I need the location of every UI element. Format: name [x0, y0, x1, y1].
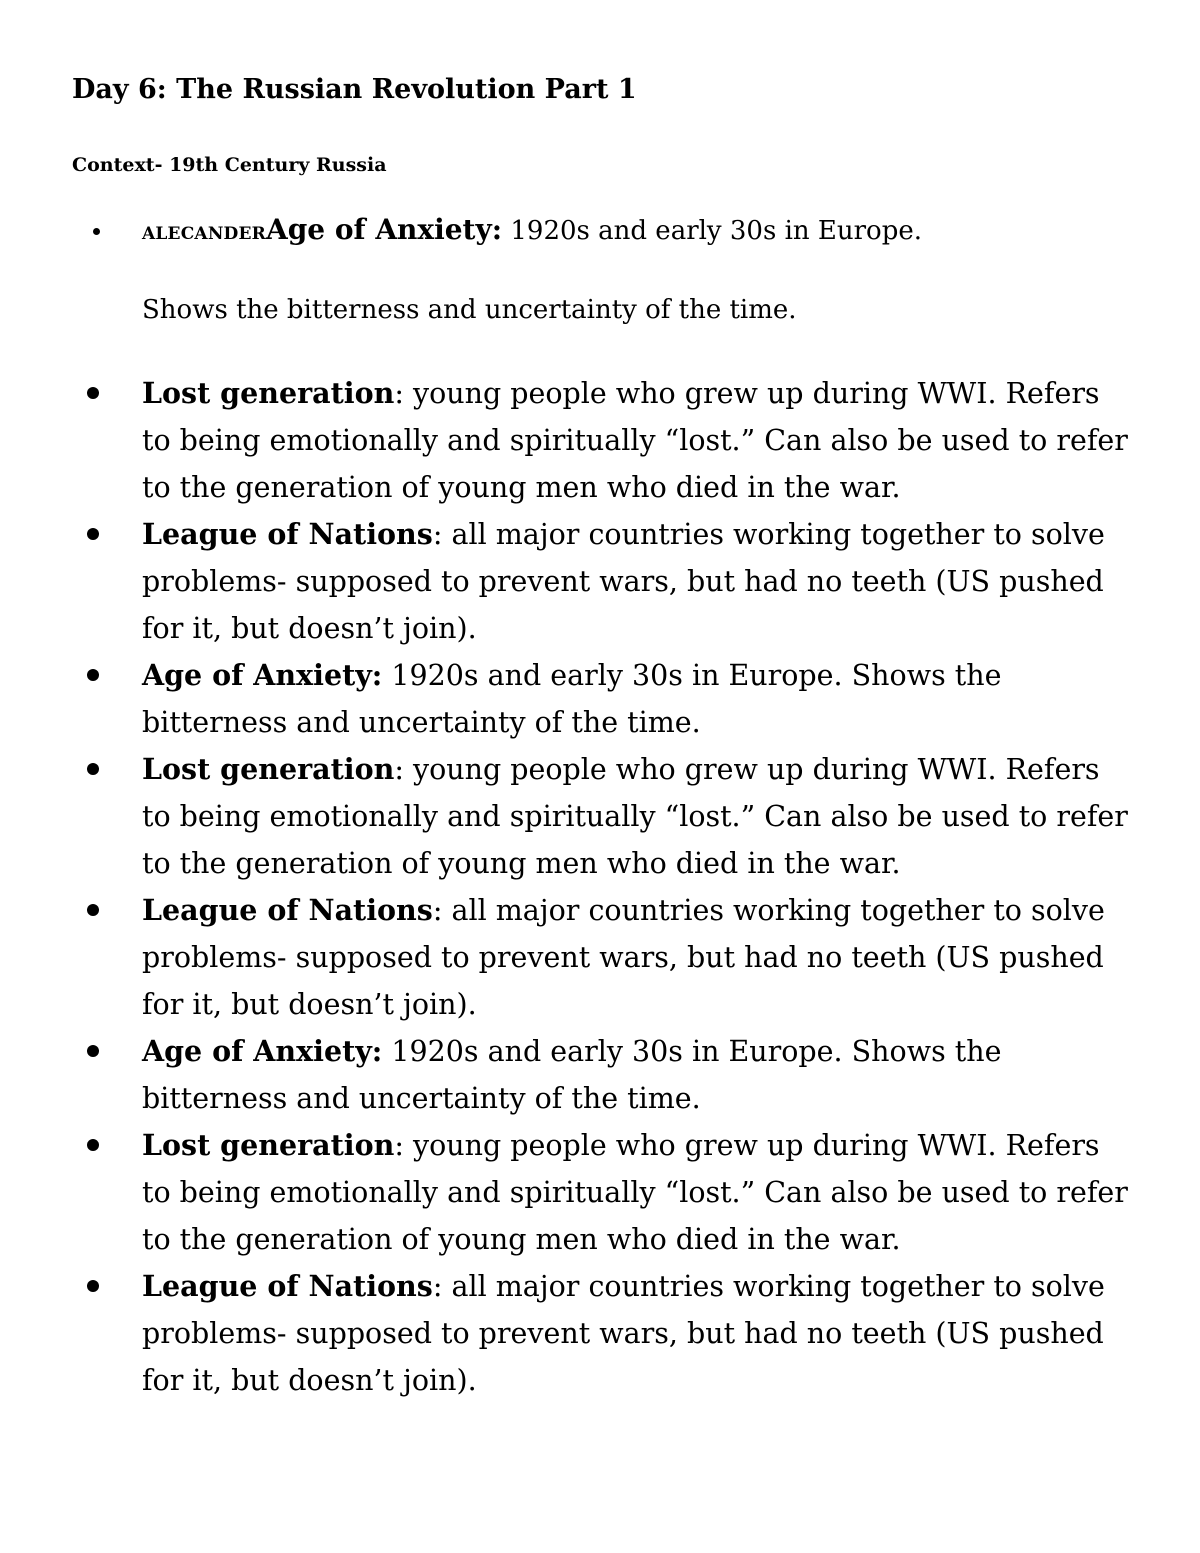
section-subtitle: Context- 19th Century Russia [72, 154, 387, 176]
item-text: : young people who grew up during WWI. Refers to being emotionally and spiritually “lost.” Can also be used to refer to the generation of young men who died in the war. [142, 377, 1128, 504]
item-text: 1920s and early 30s in Europe. Shows the bitterness and uncertainty of the time. [142, 659, 1002, 739]
bullet-icon [87, 1280, 99, 1292]
bullet-icon [87, 1139, 99, 1151]
bullet-icon [93, 228, 100, 235]
list-item [0, 1028, 1132, 1122]
item-term: Lost generation [142, 752, 395, 786]
item-text: 1920s and early 30s in Europe. Shows the bitterness and uncertainty of the time. [142, 1035, 1002, 1115]
bullet-icon [87, 387, 99, 399]
paragraph: Shows the bitterness and uncertainty of the time. [142, 295, 797, 325]
list-item [0, 887, 1132, 1028]
item-term: Age of Anxiety: [142, 1034, 383, 1068]
item-term: League of Nations [142, 1269, 433, 1303]
list-item [0, 511, 1132, 652]
item-term: Age of Anxiety: [266, 213, 503, 246]
bullet-icon [87, 1045, 99, 1057]
bullet-icon [87, 904, 99, 916]
item-text: 1920s and early 30s in Europe. [502, 216, 923, 246]
item-text: : young people who grew up during WWI. Refers to being emotionally and spiritually “lost.” Can also be used to refer to the generation of young men who died in the war. [142, 753, 1128, 880]
item-text: : all major countries working together to solve problems- supposed to prevent wars, but had no teeth (US pushed for it, but doesn’t join). [142, 894, 1105, 1021]
item-term: Lost generation [142, 1128, 395, 1162]
bullet-icon [87, 763, 99, 775]
list-item [0, 370, 1132, 511]
page-title: Day 6: The Russian Revolution Part 1 [72, 74, 637, 105]
list-item [0, 1263, 1132, 1404]
bullet-list [0, 370, 1200, 1404]
item-text: : all major countries working together to solve problems- supposed to prevent wars, but had no teeth (US pushed for it, but doesn’t join). [142, 1270, 1105, 1397]
item-text: : all major countries working together to solve problems- supposed to prevent wars, but had no teeth (US pushed for it, but doesn’t join). [142, 518, 1105, 645]
item-term: Age of Anxiety: [142, 658, 383, 692]
list-item [0, 746, 1132, 887]
bullet-icon [87, 528, 99, 540]
item-prefix: ALECANDER [142, 224, 266, 244]
list-item-first [142, 212, 1142, 252]
item-term: Lost generation [142, 376, 395, 410]
item-term: League of Nations [142, 893, 433, 927]
bullet-icon [87, 669, 99, 681]
list-item [0, 1122, 1132, 1263]
list-item [0, 652, 1132, 746]
item-term: League of Nations [142, 517, 433, 551]
item-text: : young people who grew up during WWI. Refers to being emotionally and spiritually “lost.” Can also be used to refer to the generation of young men who died in the war. [142, 1129, 1128, 1256]
